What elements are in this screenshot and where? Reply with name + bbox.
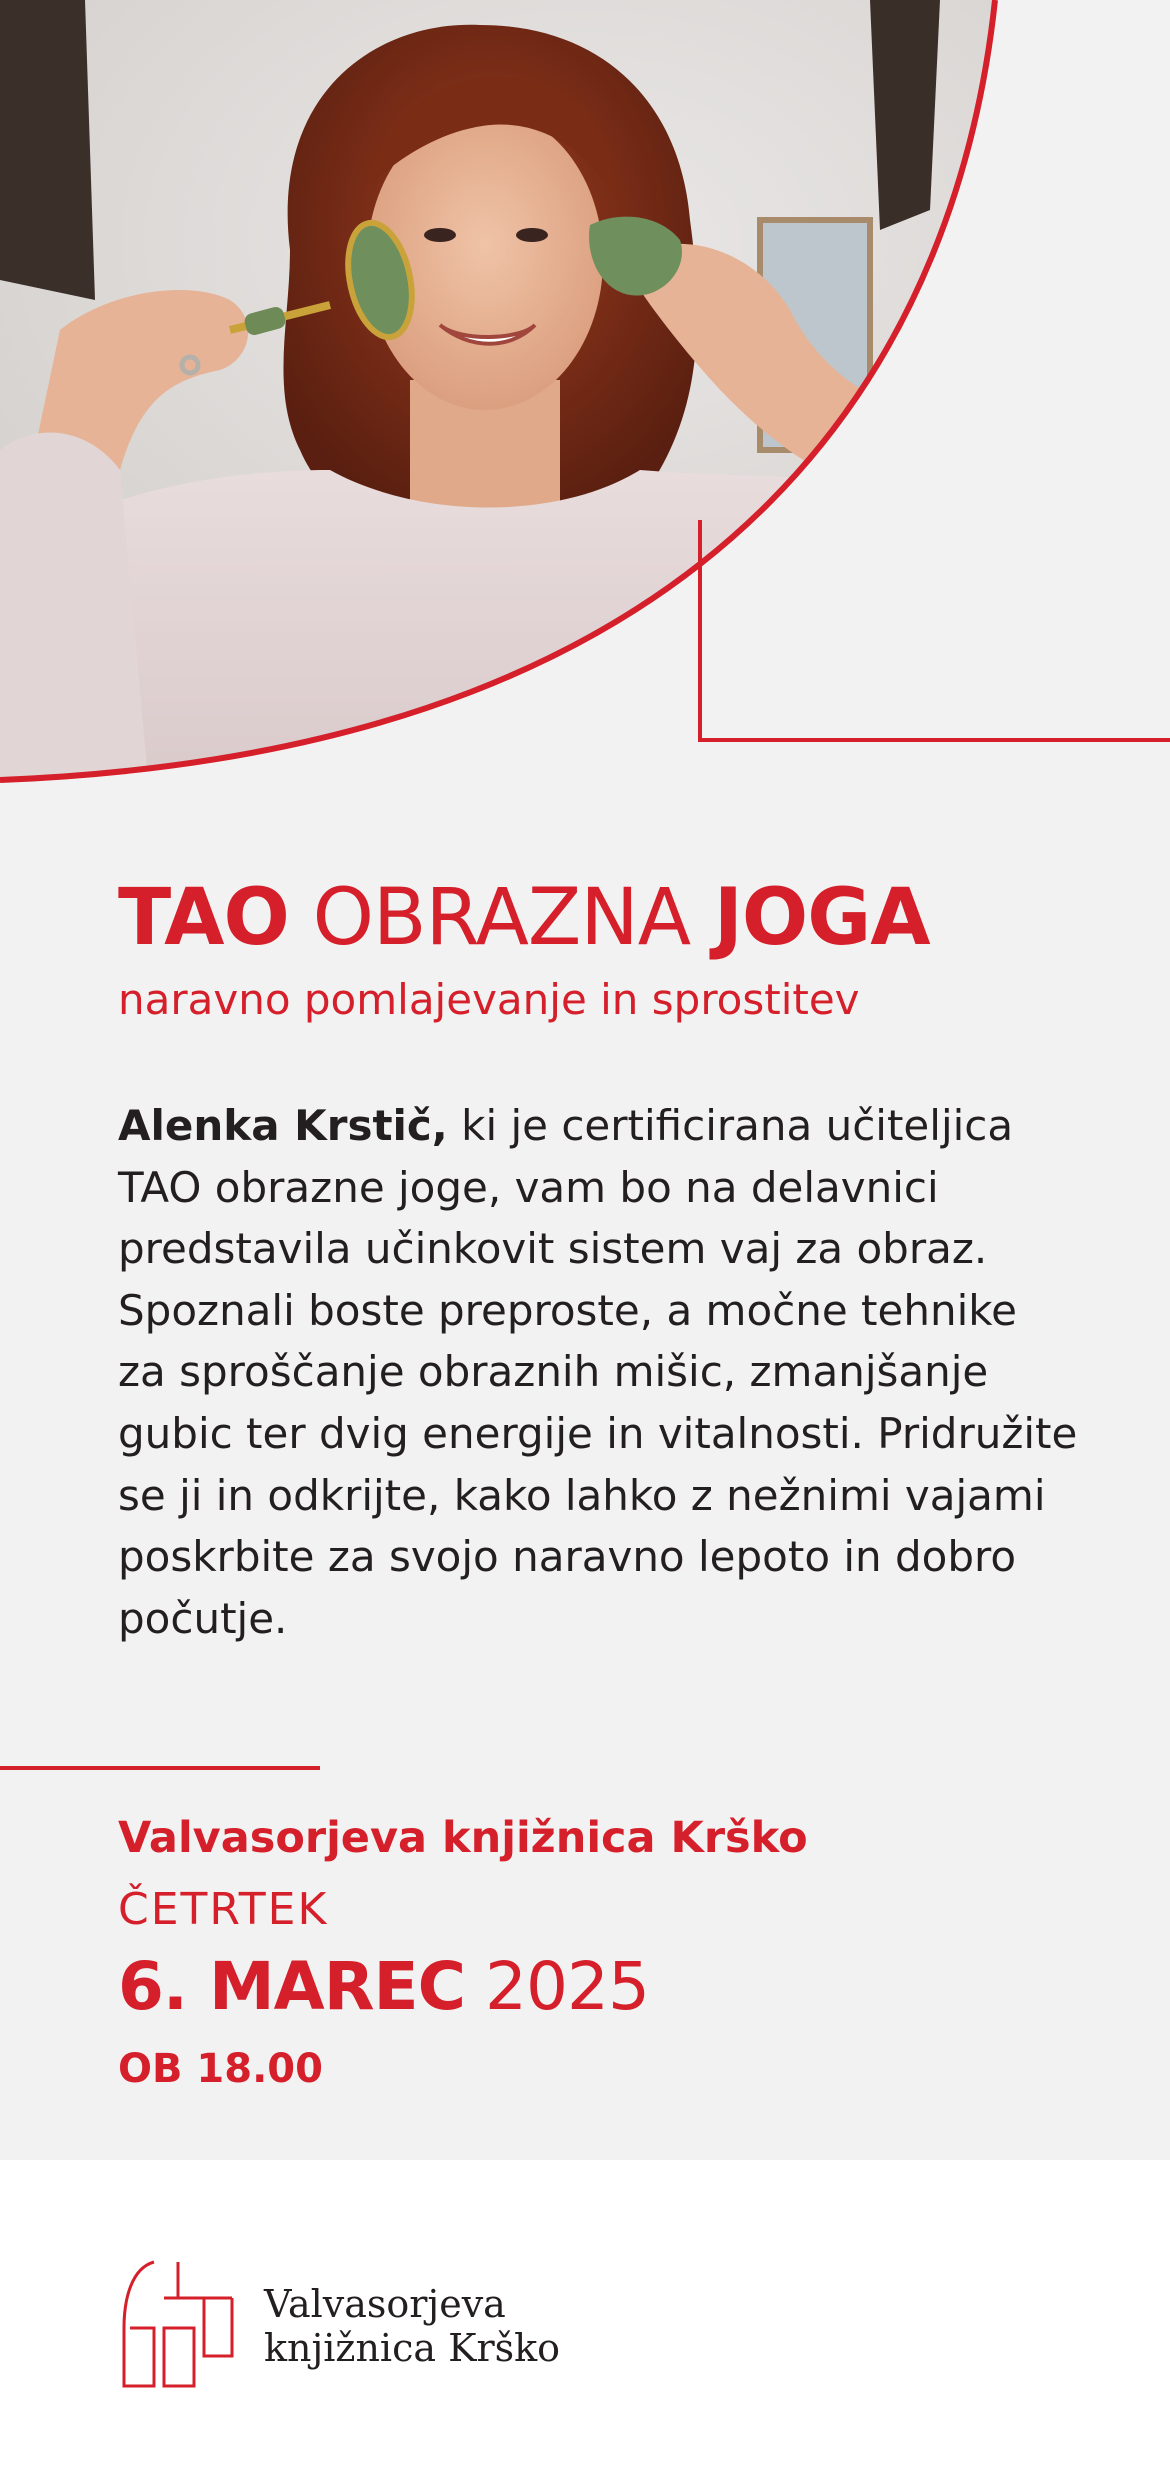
- event-subtitle: naravno pomlajevanje in sprostitev: [118, 975, 860, 1024]
- event-description: [118, 1095, 1078, 1649]
- event-date-day: 6. MAREC: [118, 1948, 466, 2025]
- title-tao: TAO: [118, 873, 289, 963]
- event-venue: Valvasorjeva knjižnica Krško: [118, 1813, 808, 1863]
- event-title: [118, 872, 930, 964]
- hero-photo: [0, 0, 1170, 800]
- presenter-name: Alenka Krstič,: [118, 1101, 448, 1150]
- portrait-photo: [0, 0, 1170, 800]
- description-text: ki je certificirana učiteljica TAO obrazne joge, vam bo na delavnici predstavila učinkovit sistem vaj za obraz. Spoznali boste preproste, a močne tehnike za sproščanje obraznih mišic, zmanjšanje gubic ter dvig energije in vitalnosti. Pridružite se ji in odkrijte, kako lahko z nežnimi vajami poskrbite za svojo naravno lepoto in dobro počutje.: [118, 1101, 1078, 1643]
- event-time: OB 18.00: [118, 2046, 323, 2092]
- library-logo-text: [264, 2282, 560, 2370]
- library-logo-mark: [118, 2258, 238, 2398]
- title-joga: JOGA: [713, 873, 930, 963]
- logo-line-1: Valvasorjeva: [264, 2282, 506, 2326]
- event-date: [118, 1947, 649, 2027]
- section-divider: [0, 1766, 320, 1770]
- logo-line-2: knjižnica Krško: [264, 2326, 561, 2370]
- event-weekday: ČETRTEK: [118, 1884, 329, 1935]
- event-date-year: 2025: [465, 1948, 650, 2025]
- title-obrazna: OBRAZNA: [288, 873, 714, 963]
